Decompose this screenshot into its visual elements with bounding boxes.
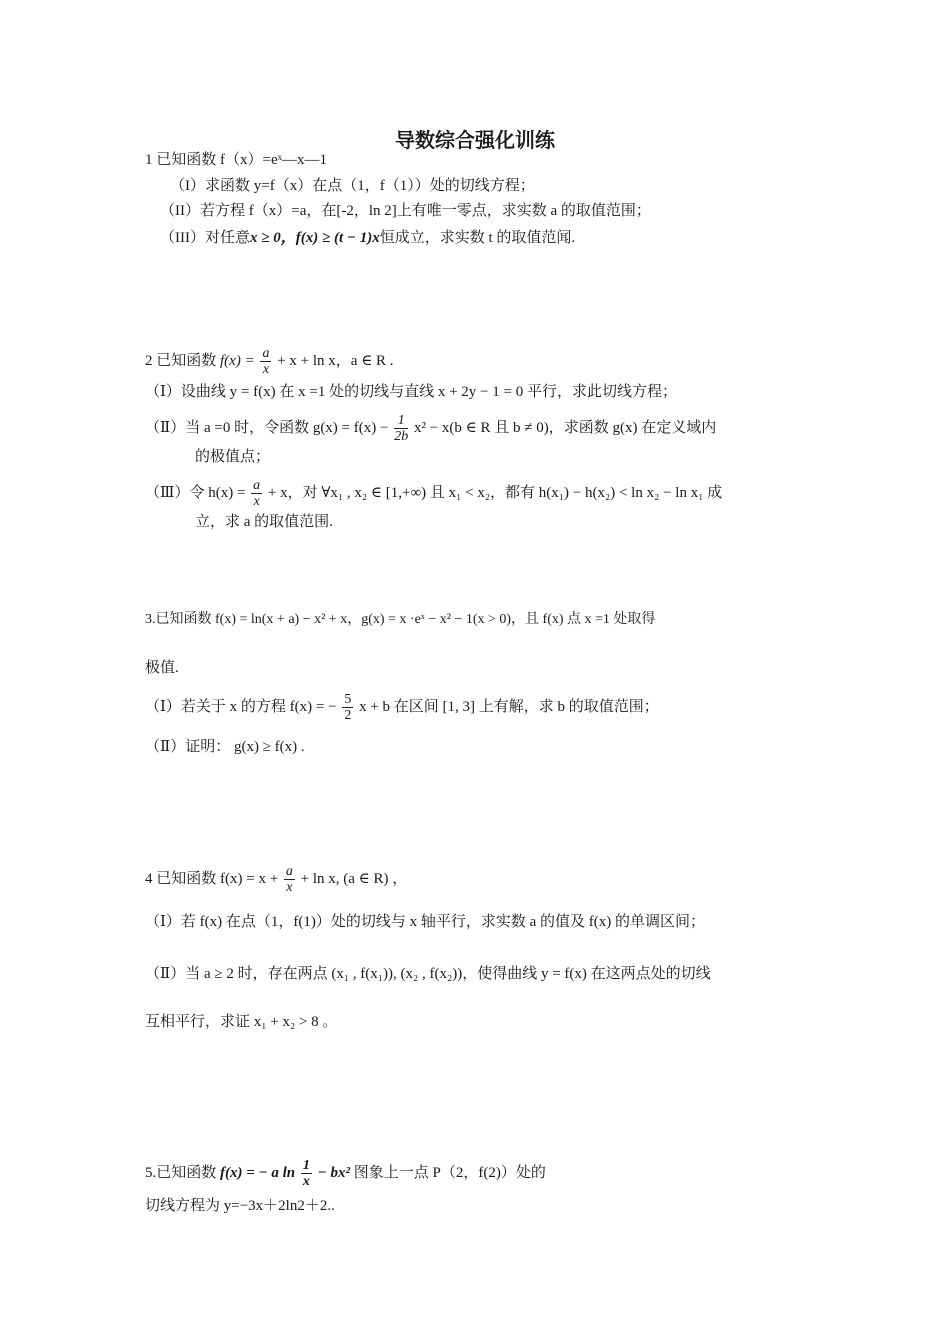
- problem-2-part-3-fraction: [251, 478, 262, 509]
- problem-1-part-3-label: （III）对任意: [160, 230, 250, 246]
- fraction-numerator: 1: [302, 1158, 310, 1173]
- problem-5-math-tail: − bx²: [317, 1164, 350, 1181]
- fraction-denominator: x: [253, 494, 260, 509]
- problem-1-part-3: [160, 228, 575, 248]
- problem-3-part-1-lead: （Ⅰ）若关于 x 的方程 f(x) = −: [145, 698, 337, 715]
- problem-4-part-2-cont: 互相平行，求证 x₁ + x₂ > 8 。: [145, 1014, 338, 1030]
- problem-4-tail: + ln x, (a ∈ R) ，: [300, 870, 408, 887]
- problem-1-part-3-tail: 恒成立，求实数 t 的取值范闻.: [379, 230, 576, 246]
- problem-4-lead: 4 已知函数 f(x) = x +: [145, 870, 279, 887]
- problem-2-tail: + x + ln x，a ∈ R .: [277, 352, 394, 369]
- problem-5-stem: [145, 1158, 546, 1189]
- fraction-denominator: x: [286, 880, 293, 895]
- problem-3-part-1-tail: x + b 在区间 [1, 3] 上有解，求 b 的取值范围；: [359, 698, 659, 715]
- problem-3-part-1: [145, 692, 659, 723]
- fraction-denominator: x: [262, 362, 270, 377]
- fraction-denominator: 2: [344, 708, 352, 723]
- problem-2-part-3-cont: 立，求 a 的取值范围.: [195, 514, 333, 530]
- problem-2-part-2: [145, 413, 716, 444]
- problem-3-part-1-fraction: [342, 692, 353, 723]
- problem-1-part-3-math: x ≥ 0，f(x) ≥ (t − 1)x: [250, 230, 380, 246]
- fraction-numerator: a: [253, 478, 261, 493]
- problem-2-lead: 2 已知函数: [145, 352, 217, 369]
- problem-2-part-2-cont: 的极值点；: [195, 449, 271, 465]
- problem-1-part-2: （II）若方程 f（x）=a，在[-2，ln 2]上有唯一零点，求实数 a 的取值范围；: [160, 203, 651, 219]
- problem-4-part-1: （Ⅰ）若 f(x) 在点（1，f(1)）处的切线与 x 轴平行，求实数 a 的值及 f(x) 的单调区间；: [145, 914, 706, 930]
- problem-4-part-2: （Ⅱ）当 a ≥ 2 时，存在两点 (x₁ , f(x₁)), (x₂ , f(x₂))，使得曲线 y = f(x) 在这两点处的切线: [145, 966, 711, 982]
- fraction-denominator: x: [302, 1174, 310, 1189]
- problem-2-part-2-lead: （Ⅱ）当 a =0 时，令函数 g(x) = f(x) −: [145, 419, 389, 436]
- problem-1-part-1: （I）求函数 y=f（x）在点（1，f（1））处的切线方程；: [170, 178, 535, 194]
- problem-5-tail: 图象上一点 P（2，f(2)）处的: [353, 1164, 546, 1181]
- problem-2-part-1: （Ⅰ）设曲线 y = f(x) 在 x =1 处的切线与直线 x + 2y − 1 = 0 平行，求此切线方程；: [145, 384, 677, 400]
- fraction-denominator: 2b: [394, 429, 409, 444]
- page-title: 导数综合强化训练: [395, 128, 555, 152]
- problem-3-stem-cont: 极值.: [145, 660, 179, 676]
- problem-2-part-2-tail: x² − x(b ∈ R 且 b ≠ 0)，求函数 g(x) 在定义域内: [413, 419, 717, 436]
- problem-4-fraction: [284, 864, 295, 895]
- problem-5-stem-cont: 切线方程为 y=−3x＋2ln2＋2..: [145, 1198, 335, 1214]
- problem-2-stem: [145, 346, 394, 377]
- problem-3-part-2: （Ⅱ）证明： g(x) ≥ f(x) .: [145, 739, 305, 755]
- problem-2-part-3-lead: （Ⅲ）令 h(x) =: [145, 484, 246, 501]
- problem-3-stem: 3.已知函数 f(x) = ln(x + a) − x² + x，g(x) = x ·eˣ − x² − 1(x > 0)，且 f(x) 点 x =1 处取得: [145, 612, 656, 627]
- fraction-numerator: 1: [394, 413, 408, 429]
- fraction-numerator: a: [262, 346, 270, 361]
- problem-2-part-2-fraction: [394, 413, 408, 444]
- problem-4-stem: [145, 864, 407, 895]
- problem-5-fraction: [301, 1158, 312, 1189]
- fraction-numerator: a: [285, 864, 293, 879]
- problem-5-math-lead: f(x) = − a ln: [220, 1164, 296, 1181]
- problem-1-stem: 1 已知函数 f（x）=eˣ—x—1: [145, 152, 327, 168]
- fraction-numerator: 5: [344, 692, 352, 707]
- problem-2-part-3-tail: + x，对 ∀x₁ , x₂ ∈ [1,+∞) 且 x₁ < x₂，都有 h(x₁) − h(x₂) < ln x₂ − ln x₁ 成: [267, 484, 723, 501]
- problem-2-fx: f(x) =: [220, 352, 255, 369]
- problem-2-part-3: [145, 478, 722, 509]
- problem-5-lead: 5.已知函数: [145, 1164, 217, 1181]
- problem-2-fraction: [260, 346, 271, 377]
